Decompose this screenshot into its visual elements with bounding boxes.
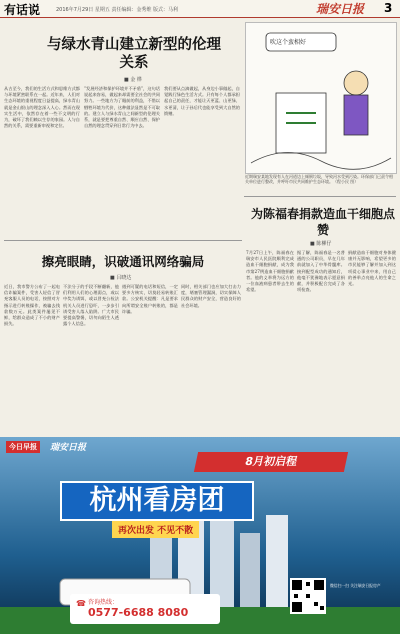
article3-column: 同时，相关部门也应加大打击力度，堵塞管理漏洞，切实保障人民群众的财产安全，营造良好的社会环境。 <box>181 284 241 308</box>
article1-byline: ■ 金 桦 <box>124 77 142 83</box>
ad-footer: 微信扫一扫 关注瑞安日报房产 <box>330 583 381 588</box>
article1-column: 我们要从点滴做起，从身边小事做起，自觉践行绿色生活方式。只有每个人都承担起自己的责任，才能让天更蓝、山更绿、水更清，让子孙后代也能享受到大自然的馈赠。 <box>164 86 240 116</box>
cartoon-caption: 近期瑞安某地发现有人在河道边上倾倒垃圾，导致河水受到污染。环保部门已责令相关单位进行整改，并呼吁市民共同维护生态环境。（程小民 图） <box>245 174 393 184</box>
section-title: 有话说 <box>4 3 41 17</box>
article2-column: 捐献造血干细胞对身体健康并无影响，希望更多的市民能够了解并加入到这项爱心事业中来，用自己的善举点亮他人的生命之光。 <box>348 250 396 287</box>
speech-bubble: 吹这个蛮相好 <box>270 39 307 46</box>
issue-meta: 2016年7月29日 星期五 责任编辑：金秀维 版式：马利 <box>56 7 179 13</box>
hotline-label: 咨询热线： <box>88 599 119 606</box>
article3-column: 遇到可疑的电话和短信，一定要多方核实，切莫轻易转账汇款。公安机关提醒：凡是要求向所谓安全账户转账的，都是诈骗。 <box>122 284 178 314</box>
page-number: 3 <box>384 1 393 15</box>
ad-badge: 今日早报 <box>6 441 40 453</box>
ad-title: 杭州看房团 <box>60 481 254 521</box>
newspaper-logo: 瑞安日报 <box>316 2 365 16</box>
ad-brand-logo: 瑞安日报 <box>50 443 87 453</box>
article1-column: “发展经济和保护环境并不矛盾”，这句话说起来容易，做起来却需要全社会的共同努力。一些地方为了眼前的利益，不惜以牺牲环境为代价，这种做法显然是不可取的。建立人与绿水青山之间新型的伦理关系，就是要把尊重自然、顺应自然、保护自然的理念贯穿到日常行为中去。 <box>84 86 160 129</box>
article3-column: 近日，我市警方公布了一起电信诈骗案件，受害人轻信了冒充客服人员的电话，按照对方指示进行转账操作，被骗去钱款数万元。此类案件屡见不鲜，给群众造成了不小的财产损失。 <box>4 284 60 327</box>
article1-column: 从古至今，我们的生活方式和思维方式都与环境紧密联系在一起。近年来，人们对生态环境的重视程度日益提高，绿水青山就是金山银山的理念深入人心。然而在现实生活中，依然存在着一些不文明的行为，破坏了我们赖以生存的家园。人与自然的关系，需要重新审视和定位。 <box>4 86 80 129</box>
divider <box>4 240 242 241</box>
article1-title: 与绿水青山建立新型的伦理关系 <box>47 37 221 71</box>
ad-hotline <box>70 594 220 624</box>
qr-code-icon <box>290 578 326 614</box>
phone-icon: ☎ <box>76 599 86 608</box>
divider <box>244 196 396 197</box>
article3-title: 擦亮眼睛，识破通讯网络骗局 <box>41 254 205 269</box>
ad-slogan: 再次出发 不见不散 <box>112 521 199 538</box>
article2-byline: ■ 陈柳仔 <box>310 241 332 247</box>
article2-column: 据了解，陈福春是一名普通的公司职员，早在几年前就加入了中华骨髓库。接到配型成功的通知后，他毫不犹豫地表示愿意捐献，并积极配合完成了各项检查。 <box>297 250 345 293</box>
article3-byline: ■ 吕晓达 <box>110 275 132 281</box>
article3-column: 不法分子的手段不断翻新，他们利用人们的心理弱点，或以中奖为诱饵，或以冒充公检法机关人员进行恐吓，一步步引诱受害人落入陷阱。广大市民要提高警惕，切勿向陌生人透露个人信息。 <box>63 284 119 327</box>
cartoon-drawing <box>246 23 396 173</box>
article2-column: 7月27日上午，陈福春在瑞安市人民医院顺利完成造血干细胞捐献，成为我市第27例造血干细胞捐献者。他的义举将为远方的一位血液病患者带去生的希望。 <box>246 250 294 293</box>
hotline-number: 0577-6688 8080 <box>88 606 189 619</box>
article2-title: 为陈福春捐款造血干细胞点赞 <box>250 207 395 237</box>
ad-ribbon: 8月初启程 <box>194 452 348 472</box>
cartoon-illustration <box>245 22 397 174</box>
